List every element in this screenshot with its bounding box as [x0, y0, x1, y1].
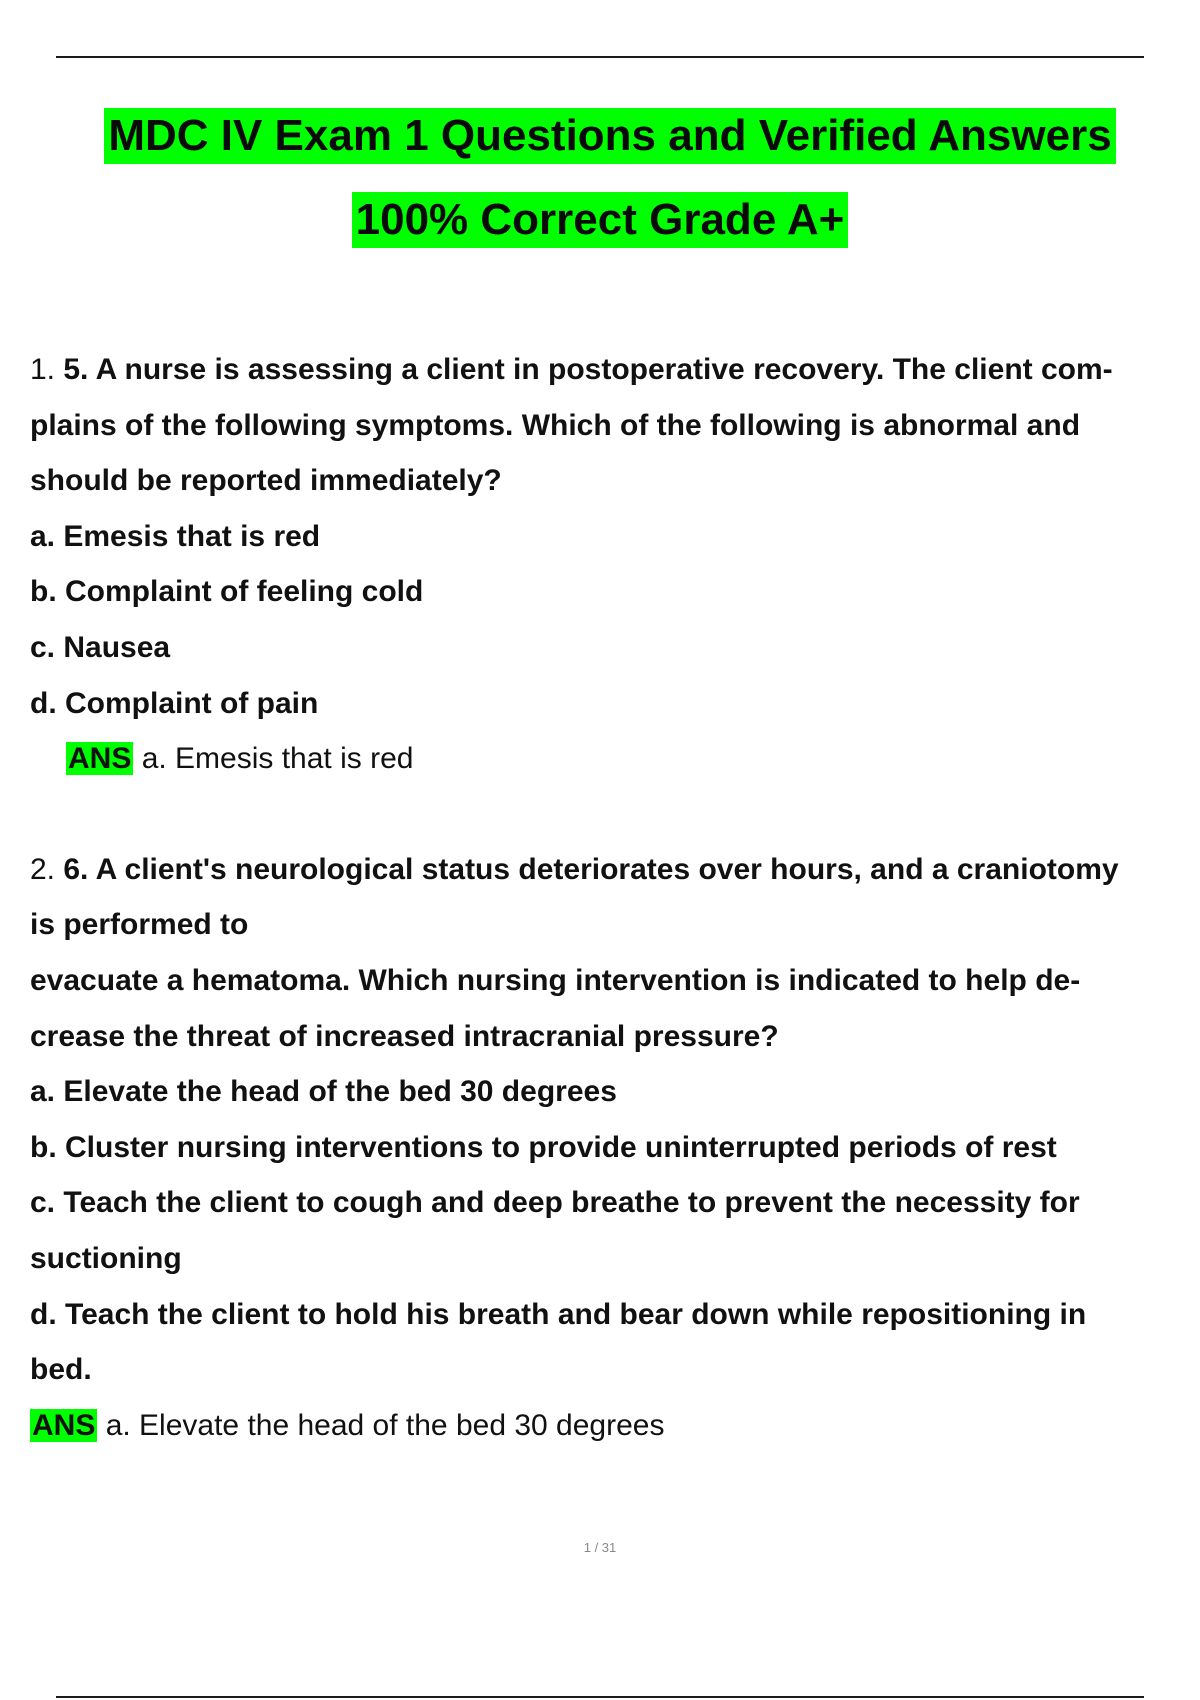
question-number: 1.	[30, 353, 56, 386]
ans-label: ANS	[32, 1408, 96, 1442]
answer-text: a. Elevate the head of the bed 30 degrees	[105, 1408, 665, 1442]
question-2	[30, 842, 1190, 1454]
question-text-line: crease the threat of increased intracranial pressure?	[30, 1019, 779, 1053]
question-text-line: 1. 5. A nurse is assessing a client in postoperative recovery. The client com-	[30, 353, 1113, 386]
title-line-1: MDC IV Exam 1 Questions and Verified Answers	[104, 108, 1115, 164]
top-rule	[56, 56, 1144, 58]
answer-option: a. Emesis that is red	[30, 519, 321, 553]
answer-option: suctioning	[30, 1241, 182, 1275]
answer-option: d. Complaint of pain	[30, 686, 319, 720]
question-text-line: 2. 6. A client's neurological status deteriorates over hours, and a craniotomy	[30, 852, 1119, 886]
answer-key	[30, 1398, 1190, 1454]
question-text-line: evacuate a hematoma. Which nursing intervention is indicated to help de-	[30, 963, 1081, 997]
answer-key	[30, 731, 1190, 787]
bottom-rule	[56, 1696, 1144, 1698]
question-text-line: is performed to	[30, 908, 249, 942]
document-title	[0, 108, 1200, 248]
answer-option: c. Nausea	[30, 630, 171, 664]
answer-option: d. Teach the client to hold his breath and bear down while repositioning in	[30, 1297, 1087, 1331]
question-number: 2.	[30, 852, 56, 886]
answer-option: a. Elevate the head of the bed 30 degrees	[30, 1075, 617, 1109]
page-indicator: 1 / 31	[583, 1540, 617, 1555]
spacer	[30, 787, 1190, 842]
answer-option: bed.	[30, 1353, 92, 1387]
answer-option: b. Cluster nursing interventions to provide uninterrupted periods of rest	[30, 1130, 1057, 1164]
question-list	[30, 342, 1190, 1453]
answer-option: b. Complaint of feeling cold	[30, 575, 424, 609]
question-text-line: plains of the following symptoms. Which of the following is abnormal and	[30, 408, 1081, 442]
answer-option: c. Teach the client to cough and deep breathe to prevent the necessity for	[30, 1186, 1080, 1220]
ans-label: ANS	[68, 742, 132, 776]
title-line-2: 100% Correct Grade A+	[352, 192, 849, 248]
question-1	[30, 342, 1190, 787]
answer-text: a. Emesis that is red	[141, 742, 414, 776]
question-text-line: should be reported immediately?	[30, 464, 502, 498]
